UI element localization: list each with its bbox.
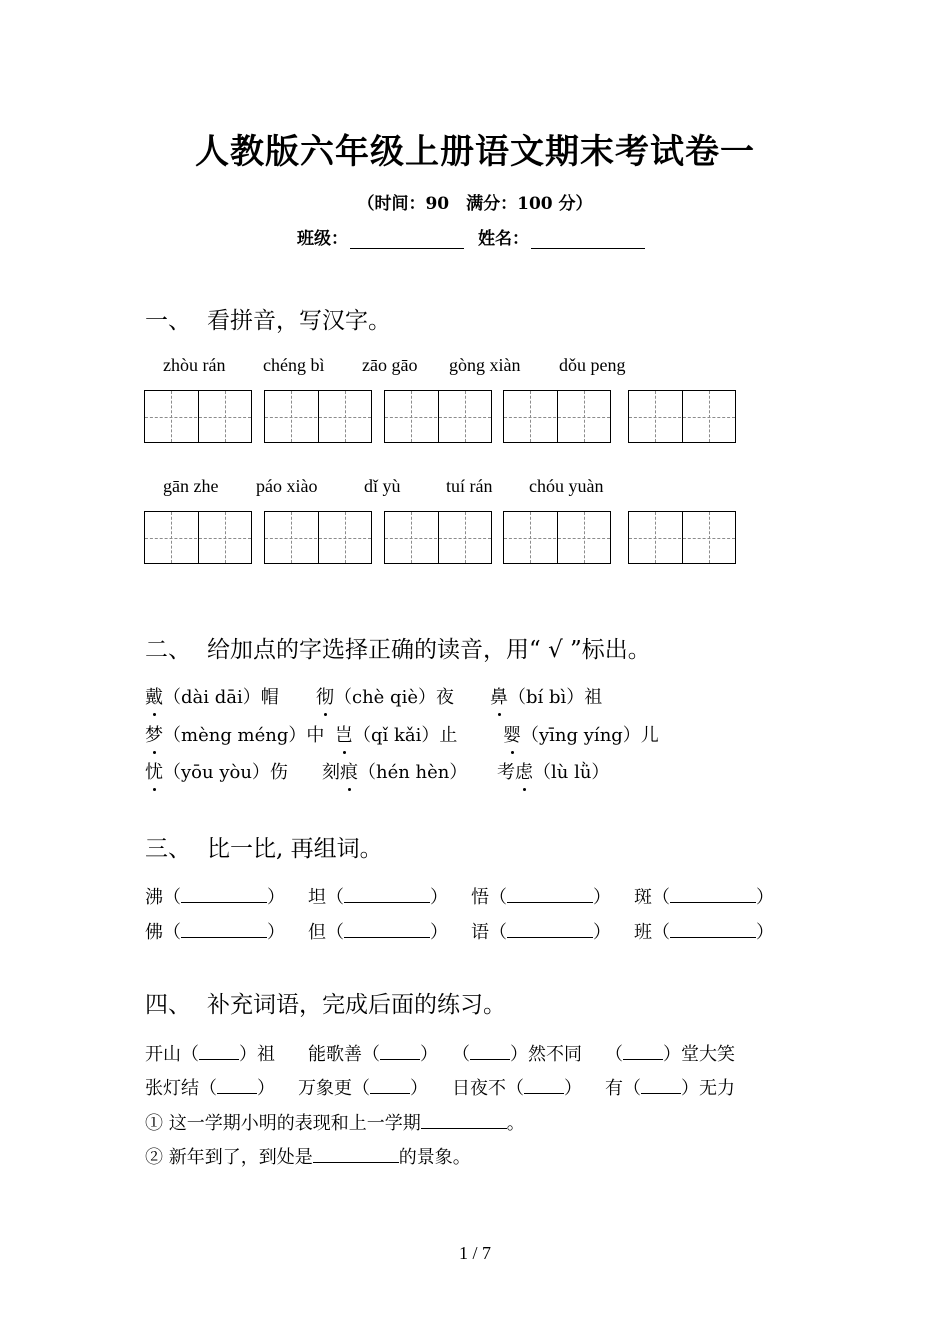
- writing-grid[interactable]: [384, 390, 492, 443]
- idiom-blank[interactable]: （ ）堂大笑: [605, 1044, 735, 1065]
- writing-grid[interactable]: [264, 390, 372, 443]
- word-blank[interactable]: 沸（ ）: [145, 887, 285, 908]
- section-number: 三、: [145, 836, 191, 862]
- dotted-char: 彻: [316, 683, 334, 709]
- idiom-blank[interactable]: （ ）然不同: [452, 1044, 582, 1065]
- dotted-char: 忧: [145, 758, 163, 784]
- reading-choice[interactable]: 彻（chè qiè）夜: [316, 683, 454, 709]
- writing-grid[interactable]: [144, 390, 252, 443]
- dotted-char: 婴: [503, 721, 521, 747]
- dotted-char: 痕: [340, 758, 358, 784]
- name-label: 姓名：: [477, 229, 529, 249]
- idiom-blank[interactable]: 有（ ）无力: [605, 1078, 735, 1099]
- class-label: 班级：: [297, 229, 349, 249]
- exercise-2[interactable]: ② 新年到了，到处是 的景象。: [145, 1147, 471, 1168]
- section-text: 补充词语，完成后面的练习。: [207, 992, 506, 1018]
- idiom-blank[interactable]: 万象更（ ）: [298, 1078, 428, 1099]
- reading-choice[interactable]: 戴（dài dāi）帽: [145, 683, 279, 709]
- section-3-heading: [145, 830, 383, 863]
- pinyin: chóu yuàn: [529, 476, 604, 496]
- pinyin: tuí rán: [446, 476, 493, 496]
- reading-choice[interactable]: 考虑（lù lǜ）: [497, 758, 609, 784]
- word-blank[interactable]: 班（ ）: [634, 922, 774, 943]
- word-blank[interactable]: 悟（ ）: [471, 887, 611, 908]
- dotted-char: 戴: [145, 683, 163, 709]
- section-4-heading: [145, 986, 506, 1019]
- exam-time-score: （时间：90 满分：100 分）: [357, 194, 593, 214]
- pinyin: gòng xiàn: [449, 355, 521, 375]
- section-number: 一、: [145, 308, 191, 334]
- pinyin: páo xiào: [256, 476, 318, 496]
- writing-grid[interactable]: [384, 511, 492, 564]
- page-number: 1 / 7: [458, 1243, 491, 1263]
- writing-grid[interactable]: [628, 390, 736, 443]
- reading-choice[interactable]: 婴（yīng yíng）儿: [503, 721, 659, 747]
- dotted-char: 鼻: [490, 683, 508, 709]
- reading-choice[interactable]: 忧（yōu yòu）伤: [145, 758, 288, 784]
- pinyin: dǒu peng: [559, 355, 626, 375]
- class-blank[interactable]: [350, 230, 464, 249]
- writing-grid[interactable]: [264, 511, 372, 564]
- page-title: 人教版六年级上册语文期末考试卷一: [195, 132, 755, 172]
- dotted-char: 虑: [515, 758, 533, 784]
- word-blank[interactable]: 斑（ ）: [634, 887, 774, 908]
- pinyin: chéng bì: [263, 355, 325, 375]
- writing-grid[interactable]: [144, 511, 252, 564]
- exercise-1[interactable]: ① 这一学期小明的表现和上一学期 。: [145, 1113, 525, 1134]
- writing-grid[interactable]: [628, 511, 736, 564]
- pinyin: dǐ yù: [364, 476, 401, 496]
- pinyin: gān zhe: [163, 476, 219, 496]
- reading-choice[interactable]: 刻痕（hén hèn）: [322, 758, 467, 784]
- section-text: 看拼音，写汉字。: [207, 308, 391, 334]
- idiom-blank[interactable]: 开山（ ）祖: [145, 1044, 275, 1065]
- section-2-heading: [145, 631, 651, 664]
- dotted-char: 岂: [335, 721, 353, 747]
- idiom-blank[interactable]: 日夜不（ ）: [452, 1078, 582, 1099]
- section-number: 四、: [145, 992, 191, 1018]
- idiom-blank[interactable]: 能歌善（ ）: [308, 1044, 438, 1065]
- word-blank[interactable]: 佛（ ）: [145, 922, 285, 943]
- section-text: 比一比, 再组词。: [207, 836, 383, 862]
- reading-choice[interactable]: 梦（mèng méng）中: [145, 721, 324, 747]
- section-1-heading: [145, 302, 391, 335]
- pinyin: zāo gāo: [362, 355, 418, 375]
- word-blank[interactable]: 语（ ）: [471, 922, 611, 943]
- idiom-blank[interactable]: 张灯结（ ）: [145, 1078, 275, 1099]
- reading-choice[interactable]: 岂（qǐ kǎi）止: [335, 721, 457, 747]
- dotted-char: 梦: [145, 721, 163, 747]
- student-info: [0, 224, 950, 249]
- pinyin: zhòu rán: [163, 355, 226, 375]
- section-text: 给加点的字选择正确的读音，用“ √ ”标出。: [207, 637, 651, 663]
- writing-grid[interactable]: [503, 390, 611, 443]
- reading-choice[interactable]: 鼻（bí bì）祖: [490, 683, 602, 709]
- writing-grid[interactable]: [503, 511, 611, 564]
- name-blank[interactable]: [531, 230, 645, 249]
- section-number: 二、: [145, 637, 191, 663]
- word-blank[interactable]: 但（ ）: [308, 922, 448, 943]
- word-blank[interactable]: 坦（ ）: [308, 887, 448, 908]
